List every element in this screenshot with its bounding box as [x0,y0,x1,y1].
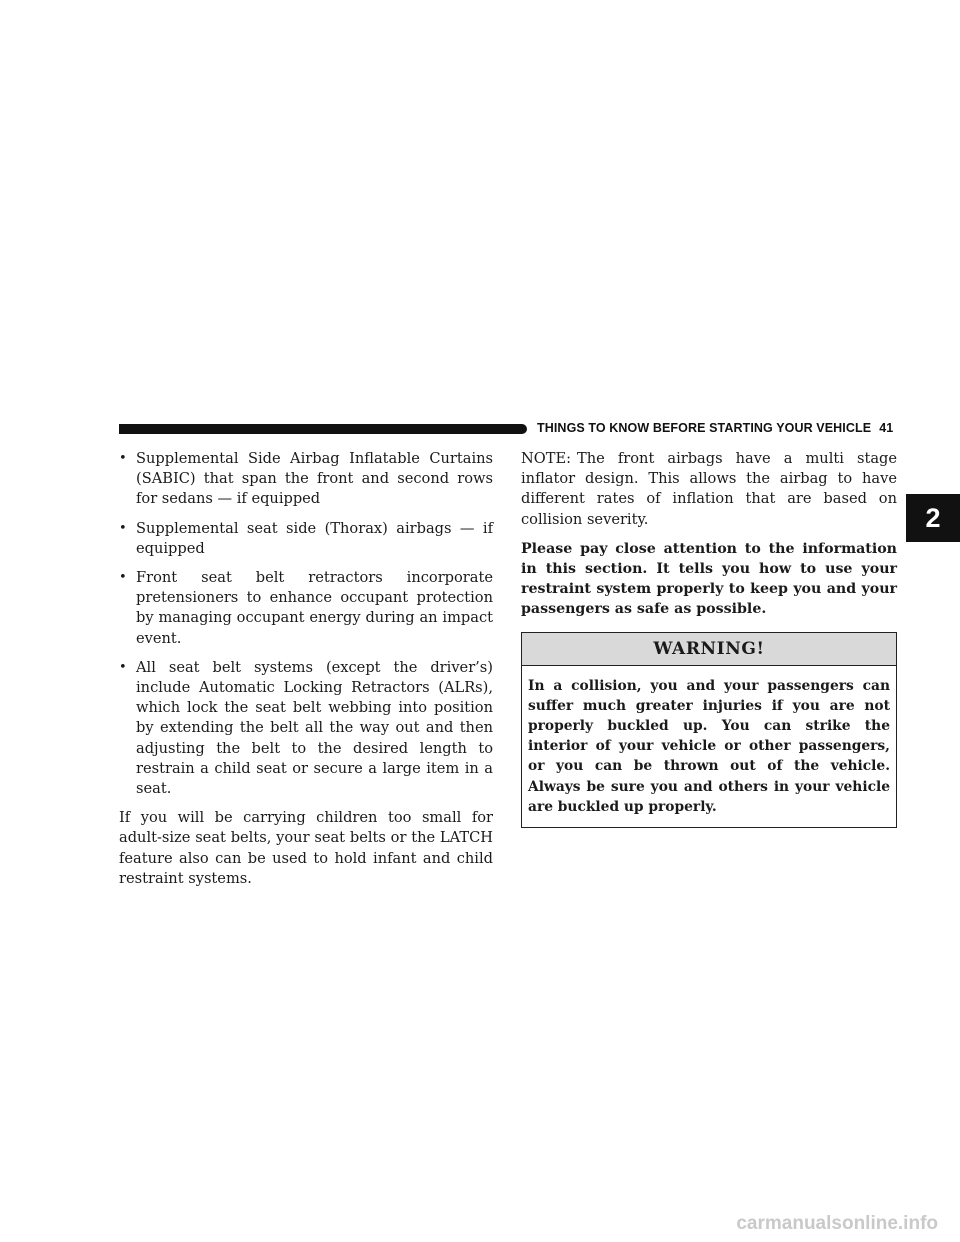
header-title: THINGS TO KNOW BEFORE STARTING YOUR VEHICLE [537,421,872,435]
note-text: The front airbags have a multi stage inflator design. This allows the airbag to have different rates of inflation that are based on collision severity. [521,450,897,528]
note-label: NOTE: [521,450,572,467]
bullet-icon: • [119,659,127,675]
warning-title: WARNING! [522,633,896,666]
list-item: • All seat belt systems (except the driver’s) include Automatic Locking Retractors (ALRs), which lock the seat belt webbing into position by extending the belt all the way out and then adjusting the belt to the desired length to restrain a child seat or secure a large item in a seat. [119,658,493,798]
attention-paragraph: Please pay close attention to the information in this section. It tells you how to use your restraint system properly to keep you and your passengers as safe as possible. [521,540,897,618]
chapter-tab: 2 [906,494,960,542]
bullet-icon: • [119,520,127,536]
feature-list [119,449,493,799]
left-column [119,449,493,898]
warning-box [521,632,897,828]
list-item: • Front seat belt retractors incorporate pretensioners to enhance occupant protection by managing occupant energy during an impact event. [119,569,493,647]
child-restraint-paragraph: If you will be carrying children too small for adult-size seat belts, your seat belts or the LATCH feature also can be used to hold infant and child restraint systems. [119,809,493,887]
watermark: carmanualsonline.info [736,1213,938,1234]
list-item: • Supplemental seat side (Thorax) airbags — if equipped [119,519,493,557]
page-number: 41 [879,421,894,435]
right-column [521,449,897,828]
list-item: • Supplemental Side Airbag Inflatable Curtains (SABIC) that span the front and second rows for sedans — if equipped [119,450,493,508]
note-paragraph [521,449,897,530]
header-rule [119,424,527,434]
warning-body: In a collision, you and your passengers can suffer much greater injuries if you are not properly buckled up. You can strike the interior of your vehicle or other passengers, or you can be thrown out of the vehicle. Always be sure you and others in your vehicle are buckled up properly. [528,677,890,815]
bullet-icon: • [119,451,127,466]
running-header [537,421,893,435]
bullet-icon: • [119,570,127,586]
